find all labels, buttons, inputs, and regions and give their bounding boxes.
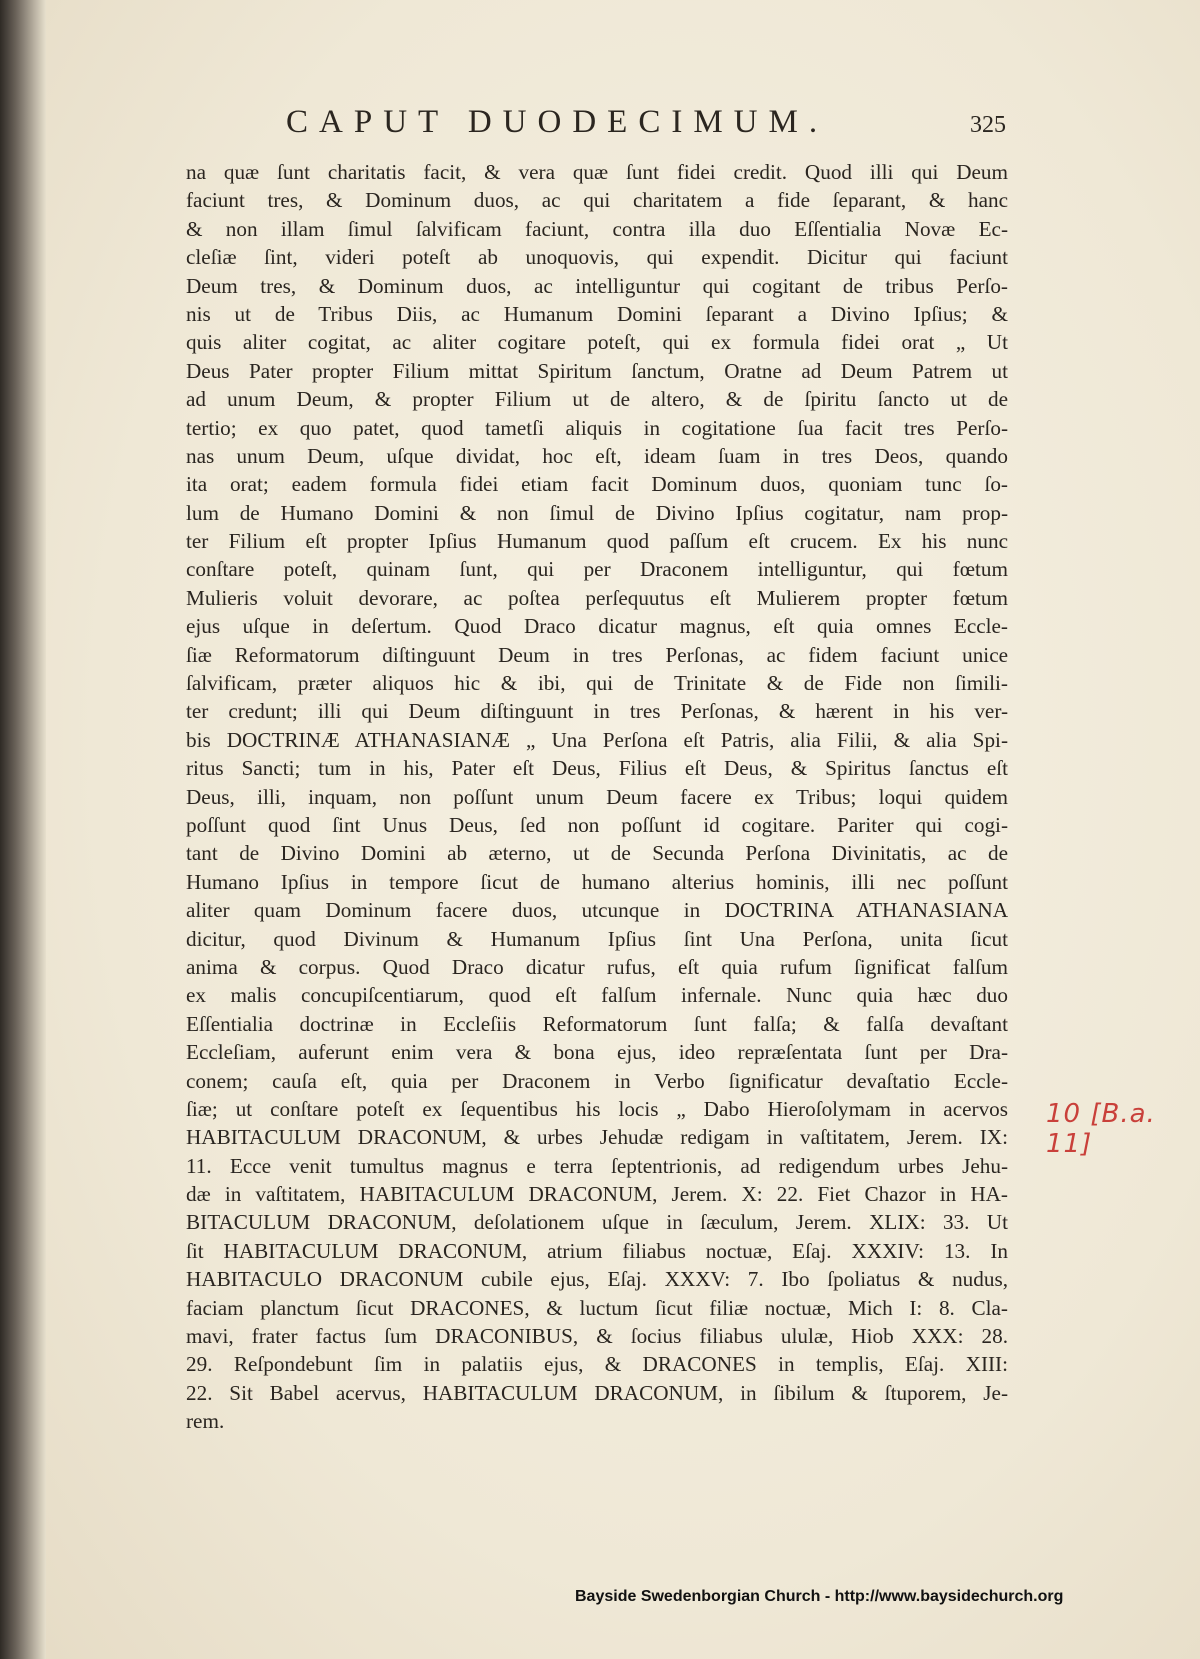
text-line: ejus uſque in deſertum. Quod Draco dicatur magnus, eſt quia omnes Eccle- [186,614,1008,639]
text-line: conem; cauſa eſt, quia per Draconem in Verbo ſignificatur devaſtatio Eccle- [186,1068,1008,1093]
text-line: ter credunt; illi qui Deum diſtinguunt in tres Perſonas, & hærent in his ver- [186,699,1008,724]
text-line: Eſſentialia doctrinæ in Eccleſiis Reformatorum ſunt falſa; & falſa devaſtant [186,1011,1008,1036]
book-gutter [0,0,46,1659]
text-line: Deus Pater propter Filium mittat Spiritum ſanctum, Oratne ad Deum Patrem ut [186,358,1008,383]
text-line: tant de Divino Domini ab æterno, ut de Secunda Perſona Divinitatis, ac de [186,841,1008,866]
text-line: ritus Sancti; tum in his, Pater eſt Deus, Filius eſt Deus, & Spiritus ſanctus eſt [186,756,1008,781]
text-line: & non illam ſimul ſalvificam faciunt, contra illa duo Eſſentialia Novæ Ec- [186,216,1008,241]
body-text [186,158,1008,1436]
text-line: nas unum Deum, uſque dividat, hoc eſt, ideam ſuam in tres Deos, quando [186,443,1008,468]
text-line: dæ in vaſtitatem, HABITACULUM DRACONUM, Jerem. X: 22. Fiet Chazor in HA- [186,1182,1008,1207]
text-line: faciam planctum ſicut DRACONES, & luctum ſicut filiæ noctuæ, Mich I: 8. Cla- [186,1295,1008,1320]
text-line: BITACULUM DRACONUM, deſolationem uſque in ſæculum, Jerem. XLIX: 33. Ut [186,1210,1008,1235]
page-number: 325 [970,112,1006,138]
text-line: nis ut de Tribus Diis, ac Humanum Domini ſeparant a Divino Ipſius; & [186,301,1008,326]
running-title: CAPUT DUODECIMUM. [286,104,829,140]
handwritten-margin-note: 10 [B.a. 11] [1046,1099,1156,1159]
text-line: aliter quam Dominum facere duos, utcunque in DOCTRINA ATHANASIANA [186,898,1008,923]
text-line: dicitur, quod Divinum & Humanum Ipſius ſint Una Perſona, unita ſicut [186,926,1008,951]
text-line: conſtare poteſt, quinam ſunt, qui per Draconem intelliguntur, qui fœtum [186,557,1008,582]
text-line: 22. Sit Babel acervus, HABITACULUM DRACONUM, in ſibilum & ſtuporem, Je- [186,1380,1008,1405]
text-line: HABITACULUM DRACONUM, & urbes Jehudæ redigam in vaſtitatem, Jerem. IX: [186,1125,1008,1150]
page-header [216,104,1006,154]
text-line: ter Filium eſt propter Ipſius Humanum quod paſſum eſt crucem. Ex his nunc [186,529,1008,554]
text-line: ſit HABITACULUM DRACONUM, atrium filiabus noctuæ, Eſaj. XXXIV: 13. In [186,1238,1008,1263]
text-line: mavi, frater factus ſum DRACONIBUS, & ſocius filiabus ululæ, Hiob XXX: 28. [186,1324,1008,1349]
text-line: tertio; ex quo patet, quod tametſi aliquis in cogitatione ſua facit tres Perſo- [186,415,1008,440]
text-line: cleſiæ ſint, videri poteſt ab unoquovis, qui expendit. Dicitur qui faciunt [186,245,1008,270]
text-line: HABITACULO DRACONUM cubile ejus, Eſaj. XXXV: 7. Ibo ſpoliatus & nudus, [186,1267,1008,1292]
footer-credit: Bayside Swedenborgian Church - http://www.baysidechurch.org [575,1588,1064,1605]
text-line: ſiæ; ut conſtare poteſt ex ſequentibus his locis „ Dabo Hieroſolymam in acervos [186,1096,1008,1121]
text-line: 11. Ecce venit tumultus magnus e terra ſeptentrionis, ad redigendum urbes Jehu- [186,1153,1008,1178]
text-line: Deus, illi, inquam, non poſſunt unum Deum facere ex Tribus; loqui quidem [186,784,1008,809]
text-line: faciunt tres, & Dominum duos, ac qui charitatem a fide ſeparant, & hanc [186,188,1008,213]
text-line: Mulieris voluit devorare, ac poſtea perſequutus eſt Mulierem propter fœtum [186,585,1008,610]
text-line: bis DOCTRINÆ ATHANASIANÆ „ Una Perſona eſt Patris, alia Filii, & alia Spi- [186,727,1008,752]
text-line: ex malis concupiſcentiarum, quod eſt falſum infernale. Nunc quia hæc duo [186,983,1008,1008]
text-line: poſſunt quod ſint Unus Deus, ſed non poſſunt id cogitare. Pariter qui cogi- [186,812,1008,837]
text-line: 29. Reſpondebunt ſim in palatiis ejus, & DRACONES in templis, Eſaj. XIII: [186,1352,1008,1377]
text-line: rem. [186,1409,225,1434]
book-page [46,0,1200,1659]
text-line: quis aliter cogitat, ac aliter cogitare poteſt, qui ex formula fidei orat „ Ut [186,330,1008,355]
text-line: anima & corpus. Quod Draco dicatur rufus, eſt quia rufum ſignificat falſum [186,954,1008,979]
text-line: ſalvificam, præter aliquos hic & ibi, qui de Trinitate & de Fide non ſimili- [186,671,1008,696]
text-line: na quæ ſunt charitatis facit, & vera quæ ſunt fidei credit. Quod illi qui Deum [186,160,1008,184]
text-line: lum de Humano Domini & non ſimul de Divino Ipſius cogitatur, nam prop- [186,500,1008,525]
text-line: ita orat; eadem formula fidei etiam facit Dominum duos, quoniam tunc ſo- [186,472,1008,497]
text-line: Humano Ipſius in tempore ſicut de humano alterius hominis, illi nec poſſunt [186,869,1008,894]
text-line: ſiæ Reformatorum diſtinguunt Deum in tres Perſonas, ac fidem faciunt unice [186,642,1008,667]
text-line: ad unum Deum, & propter Filium ut de altero, & de ſpiritu ſancto ut de [186,387,1008,412]
text-line: Deum tres, & Dominum duos, ac intelliguntur qui cogitant de tribus Perſo- [186,273,1008,298]
text-line: Eccleſiam, auferunt enim vera & bona ejus, ideo repræſentata ſunt per Dra- [186,1040,1008,1065]
